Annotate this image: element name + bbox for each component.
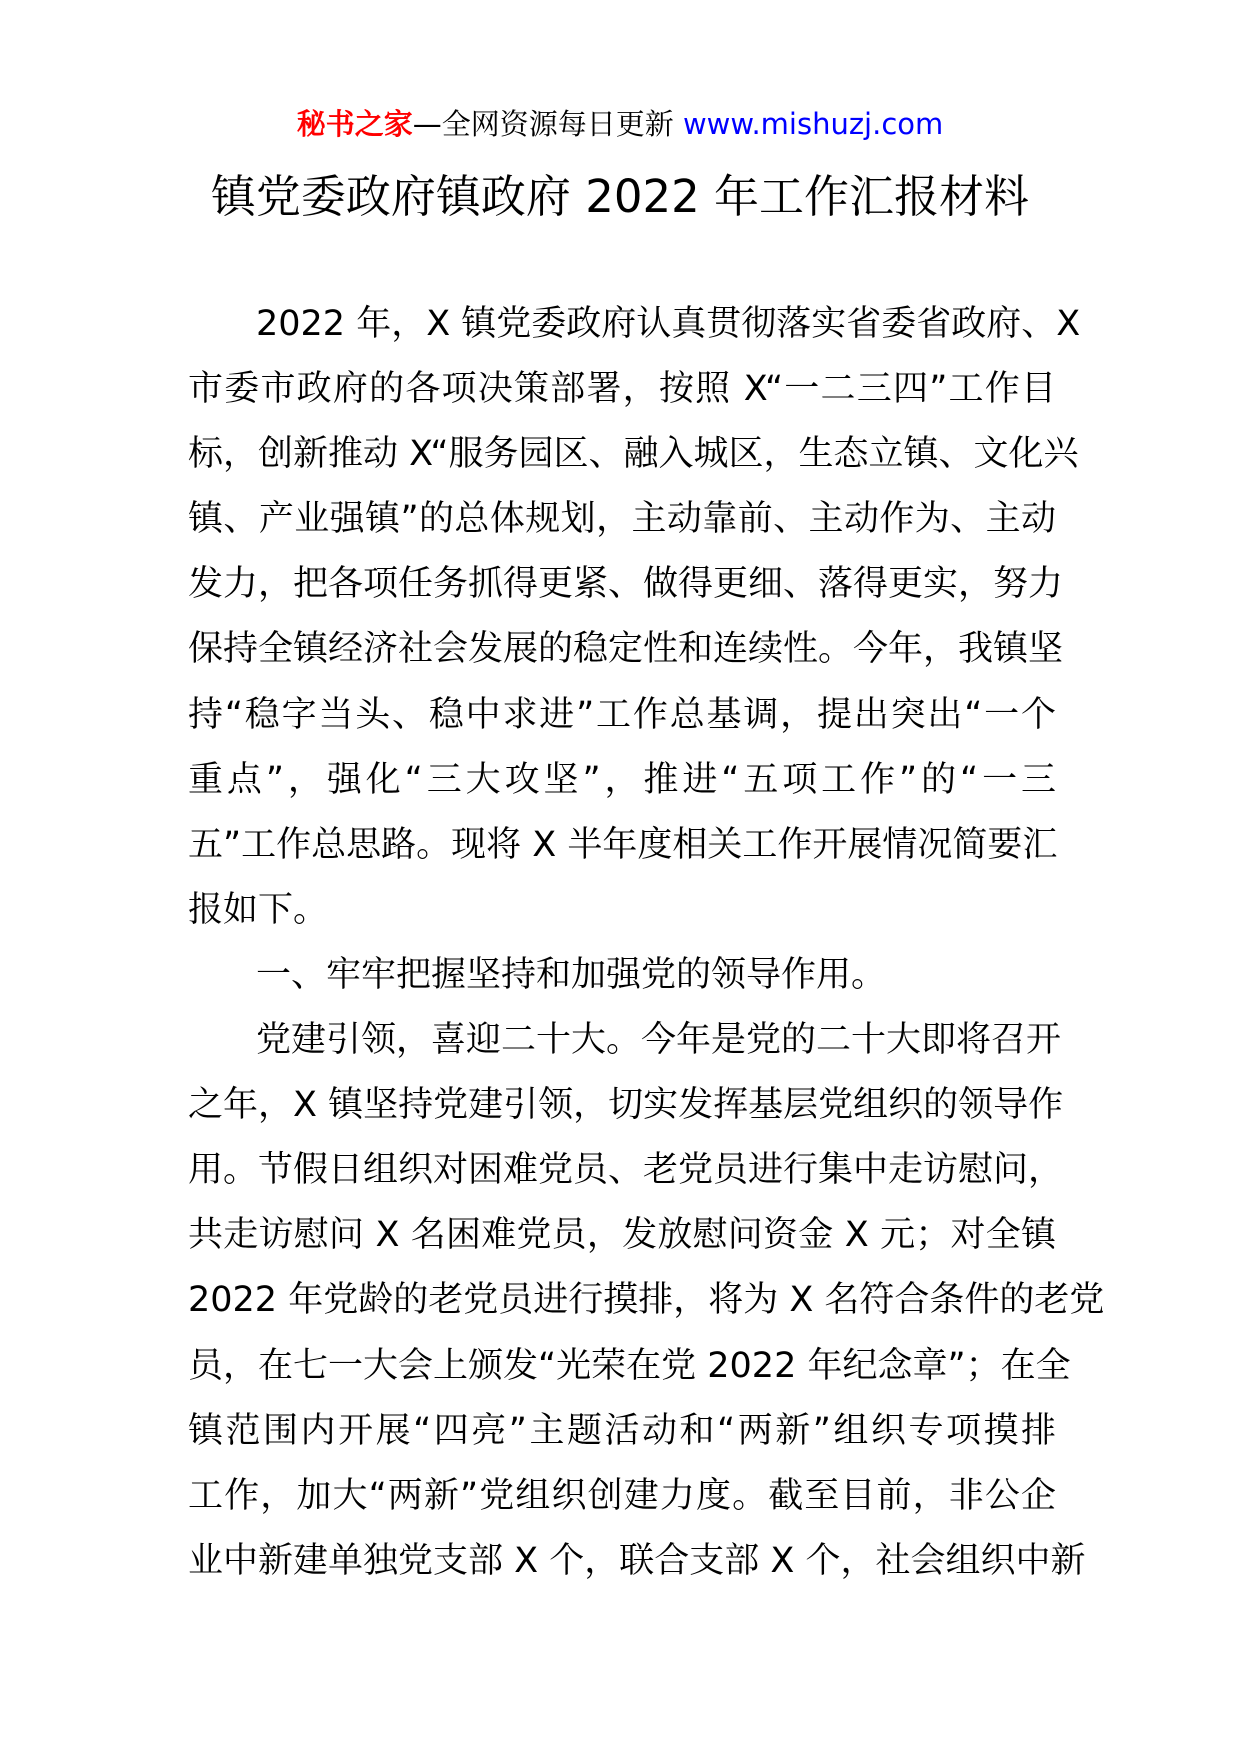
- paragraph-1-line-6: 保持全镇经济社会发展的稳定性和连续性。今年，我镇坚: [188, 629, 1064, 670]
- paragraph-1-line-1: 2022 年，X 镇党委政府认真贯彻落实省委省政府、X: [256, 304, 1081, 344]
- paragraph-1-line-2: 市委市政府的各项决策部署，按照 X“一二三四”工作目: [188, 369, 1056, 410]
- document-body: [188, 292, 1105, 1594]
- paragraph-1-line-9: 五”工作总思路。现将 X 半年度相关工作开展情况简要汇: [188, 824, 1058, 865]
- paragraph-1-line-7: 持“稳字当头、稳中求进”工作总基调，提出突出“一个: [188, 694, 1056, 735]
- paragraph-2-line-3: 用。节假日组织对困难党员、老党员进行集中走访慰问，: [188, 1150, 1064, 1191]
- paragraph-1-line-4: 镇、产业强镇”的总体规划，主动靠前、主动作为、主动: [188, 499, 1056, 540]
- paragraph-2-line-1: 党建引领，喜迎二十大。今年是党的二十大即将召开: [256, 1020, 1062, 1061]
- paragraph-2-line-5: 2022 年党龄的老党员进行摸排，将为 X 名符合条件的老党: [188, 1280, 1105, 1321]
- site-tagline: —全网资源每日更新: [412, 107, 674, 141]
- paragraph-2-line-2: 之年，X 镇坚持党建引领，切实发挥基层党组织的领导作: [188, 1085, 1064, 1126]
- document-title: 镇党委政府镇政府 2022 年工作汇报材料: [210, 170, 1030, 223]
- site-header: [0, 104, 1240, 144]
- site-brand: 秘书之家: [296, 107, 413, 141]
- site-url-link[interactable]: www.mishuzj.com: [682, 107, 944, 141]
- paragraph-1-line-10: 报如下。: [188, 889, 329, 930]
- paragraph-1-line-3: 标，创新推动 X“服务园区、融入城区，生态立镇、文化兴: [188, 434, 1079, 475]
- paragraph-2-line-6: 员，在七一大会上颁发“光荣在党 2022 年纪念章”；在全: [188, 1345, 1071, 1386]
- paragraph-2-line-7: 镇范围内开展“四亮”主题活动和“两新”组织专项摸排: [188, 1410, 1056, 1451]
- paragraph-2-line-4: 共走访慰问 X 名困难党员，发放慰问资金 X 元；对全镇: [188, 1215, 1056, 1256]
- paragraph-1-line-5: 发力，把各项任务抓得更紧、做得更细、落得更实，努力: [188, 564, 1064, 605]
- paragraph-2-line-9: 业中新建单独党支部 X 个，联合支部 X 个，社会组织中新: [188, 1540, 1086, 1581]
- section-heading-1: 一、牢牢把握坚持和加强党的领导作用。: [256, 954, 887, 995]
- paragraph-1-line-8: 重点”，强化“三大攻坚”，推进“五项工作”的“一三: [188, 759, 1056, 800]
- paragraph-2-line-8: 工作，加大“两新”党组织创建力度。截至目前，非公企: [188, 1475, 1056, 1516]
